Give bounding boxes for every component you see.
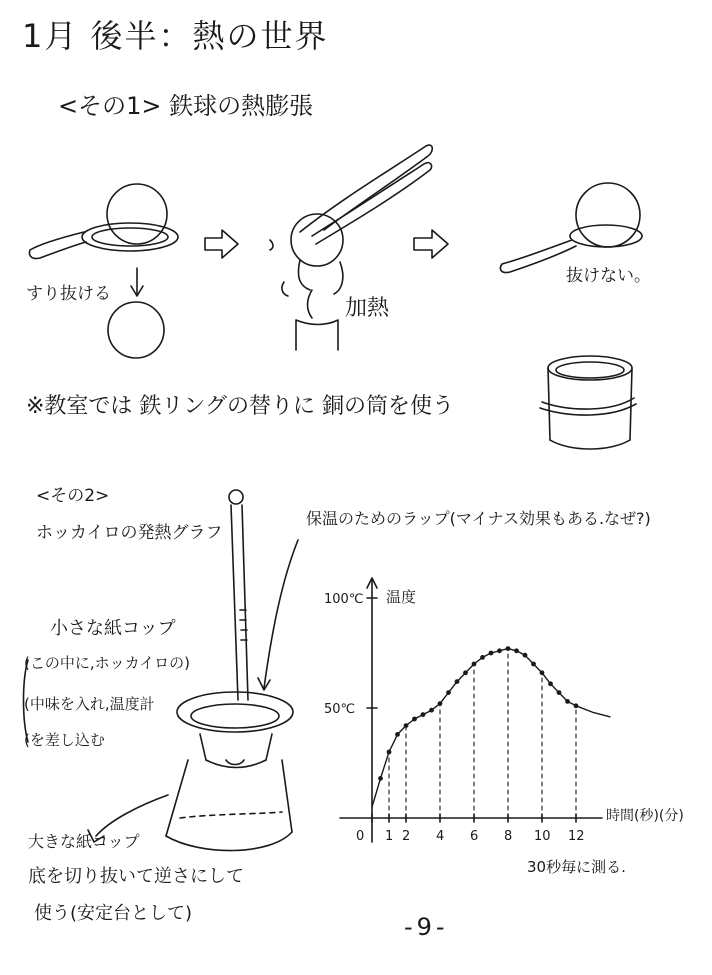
y-tick-label: 100℃ xyxy=(324,592,364,607)
x-axis-label: 時間(秒)(分) xyxy=(606,808,684,824)
data-point xyxy=(438,701,443,706)
small-cup-note-line-1: (この中に,ホッカイロの) xyxy=(24,654,191,672)
data-point xyxy=(463,670,468,675)
arrow-icon xyxy=(414,230,448,258)
data-point xyxy=(421,712,426,717)
small-cup-note-line-2: (中味を入れ,温度計 xyxy=(24,695,155,713)
data-point xyxy=(523,653,528,658)
data-point xyxy=(480,655,485,660)
section-2-heading: <その2> xyxy=(36,486,110,506)
data-point xyxy=(565,699,570,704)
heating-label: 加熱 xyxy=(345,296,390,321)
slips-through-label: すり抜ける xyxy=(26,284,111,304)
data-point xyxy=(557,690,562,695)
y-axis-label: 温度 xyxy=(386,588,417,606)
series-line xyxy=(372,649,610,807)
data-point xyxy=(574,703,579,708)
does-not-pass-label: 抜けない。 xyxy=(566,266,651,286)
ball-on-ring-sketch-1 xyxy=(29,184,178,358)
classroom-note: ※教室では 鉄リングの替りに 銅の筒を使う xyxy=(26,394,454,419)
data-point xyxy=(429,708,434,713)
x-tick-label: 2 xyxy=(402,829,411,844)
y-tick-label: 50℃ xyxy=(324,702,356,717)
wrap-note: 保温のためのラップ(マイナス効果もある.なぜ?) xyxy=(306,509,651,528)
small-cup-note-line-3: (を差し込む xyxy=(24,731,105,749)
data-point xyxy=(395,732,400,737)
big-cup-label: 大きな紙コップ xyxy=(28,832,140,851)
ball-on-ring-sketch-2 xyxy=(500,183,642,273)
page-number: -9- xyxy=(404,913,449,941)
x-tick-label: 12 xyxy=(568,829,585,844)
x-tick-label: 8 xyxy=(504,829,513,844)
big-cup-note-line-2: 使う(安定台として) xyxy=(34,903,193,924)
data-point xyxy=(378,776,383,781)
data-point xyxy=(446,690,451,695)
data-point xyxy=(548,681,553,686)
data-point xyxy=(540,670,545,675)
small-cup-label: 小さな紙コップ xyxy=(50,618,176,639)
thermometer-cup-sketch xyxy=(24,486,299,851)
data-point xyxy=(489,651,494,656)
data-point xyxy=(472,662,477,667)
big-cup-note-line-1: 底を切り抜いて逆さにして xyxy=(28,866,244,887)
measure-interval-note: 30秒毎に測る. xyxy=(527,858,626,876)
x-tick-label: 0 xyxy=(356,829,365,844)
x-tick-label: 4 xyxy=(436,829,445,844)
copper-tube-sketch xyxy=(540,356,636,449)
data-point xyxy=(506,646,511,651)
x-tick-label: 1 xyxy=(385,829,394,844)
page-title: 1月 後半：熱の世界 xyxy=(22,17,329,55)
data-point xyxy=(412,717,417,722)
data-point xyxy=(404,723,409,728)
section-1-heading: <その1> 鉄球の熱膨張 xyxy=(58,92,314,120)
heat-graph xyxy=(324,578,684,844)
data-point xyxy=(455,679,460,684)
heating-ball-sketch xyxy=(270,145,432,350)
data-point xyxy=(531,662,536,667)
data-point xyxy=(514,648,519,653)
arrow-icon xyxy=(205,230,238,258)
x-tick-label: 6 xyxy=(470,829,479,844)
x-tick-label: 10 xyxy=(534,829,551,844)
data-point xyxy=(497,648,502,653)
data-point xyxy=(387,750,392,755)
section-2-subheading: ホッカイロの発熱グラフ xyxy=(36,523,223,543)
